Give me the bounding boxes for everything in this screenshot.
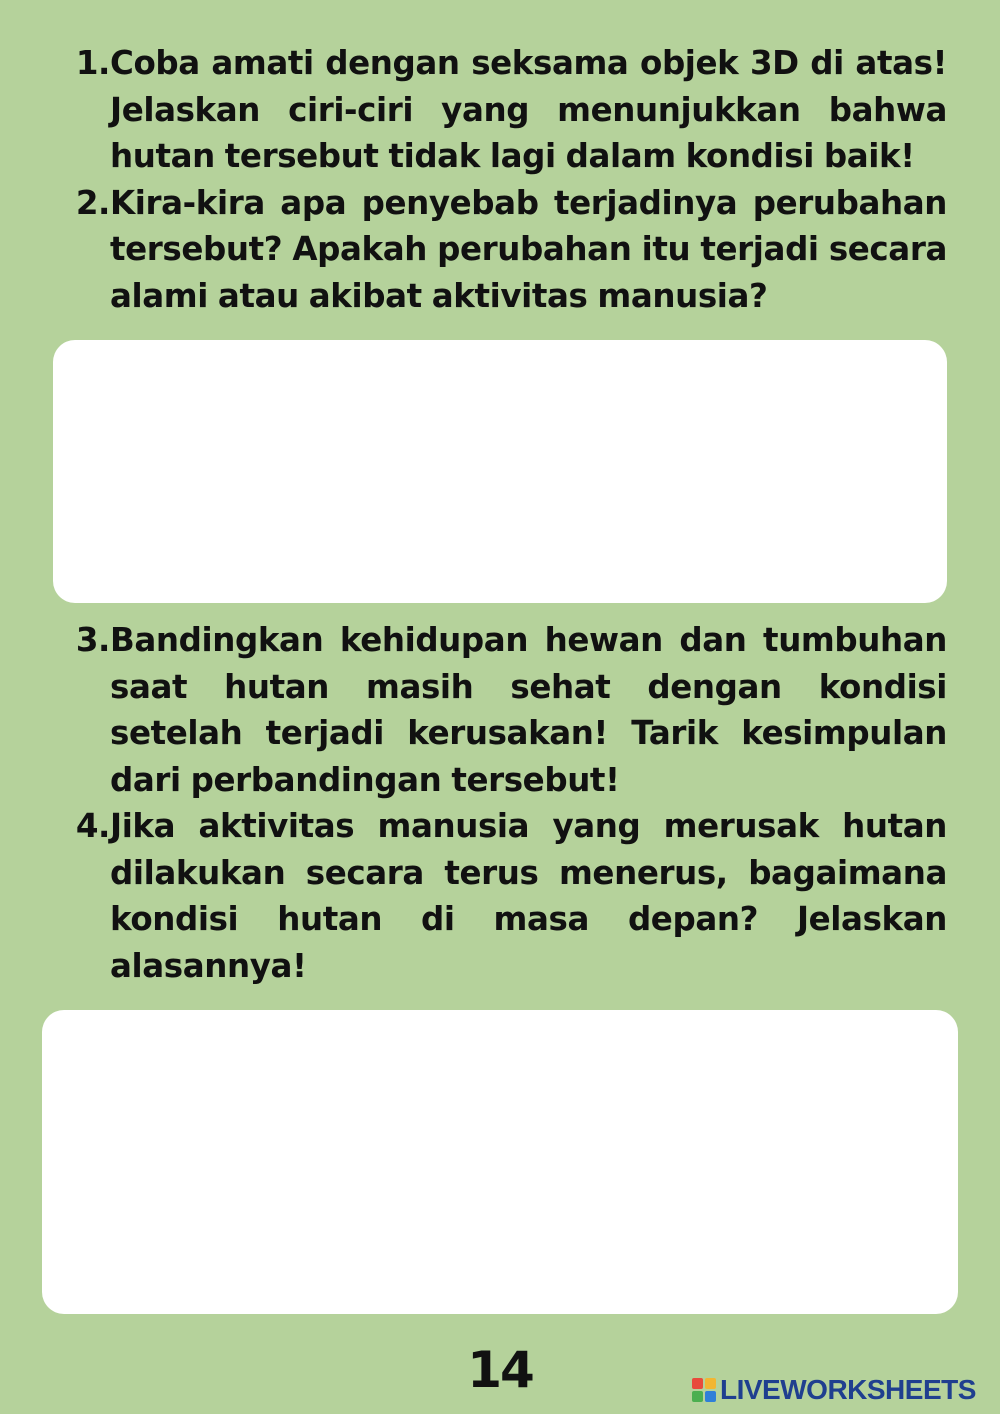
page-number: 14 bbox=[467, 1341, 533, 1399]
question-list-bottom bbox=[70, 617, 947, 989]
logo-tile-v bbox=[692, 1391, 703, 1402]
question-3-number: 3. bbox=[75, 621, 110, 659]
answer-box-2[interactable] bbox=[42, 1010, 958, 1314]
question-1 bbox=[70, 40, 947, 180]
logo-tile-l bbox=[692, 1378, 703, 1389]
question-1-text: Coba amati dengan seksama objek 3D di atas! Jelaskan ciri-ciri yang menunjukkan bahwa hutan tersebut tidak lagi dalam kondisi baik! bbox=[110, 44, 947, 175]
brand-name: LIVEWORKSHEETS bbox=[720, 1374, 976, 1405]
question-4-text: Jika aktivitas manusia yang merusak hutan dilakukan secara terus menerus, bagaimana kondisi hutan di masa depan? Jelaskan alasannya! bbox=[110, 807, 947, 985]
logo-tile-i bbox=[705, 1378, 716, 1389]
question-1-number: 1. bbox=[75, 44, 110, 82]
question-3 bbox=[70, 617, 947, 803]
liveworksheets-brand[interactable] bbox=[692, 1374, 976, 1406]
answer-box-1[interactable] bbox=[53, 340, 947, 603]
question-4-number: 4. bbox=[75, 807, 110, 845]
question-3-text: Bandingkan kehidupan hewan dan tumbuhan saat hutan masih sehat dengan kondisi setelah terjadi kerusakan! Tarik kesimpulan dari perbandingan tersebut! bbox=[110, 621, 947, 799]
question-list-top bbox=[70, 40, 947, 319]
question-2 bbox=[70, 180, 947, 320]
liveworksheets-logo-icon bbox=[692, 1378, 716, 1402]
question-2-number: 2. bbox=[75, 183, 110, 222]
logo-tile-e bbox=[705, 1391, 716, 1402]
question-4 bbox=[70, 803, 947, 989]
question-2-text: Kira-kira apa penyebab terjadinya perubahan tersebut? Apakah perubahan itu terjadi secara alami atau akibat aktivitas manusia? bbox=[110, 183, 947, 315]
